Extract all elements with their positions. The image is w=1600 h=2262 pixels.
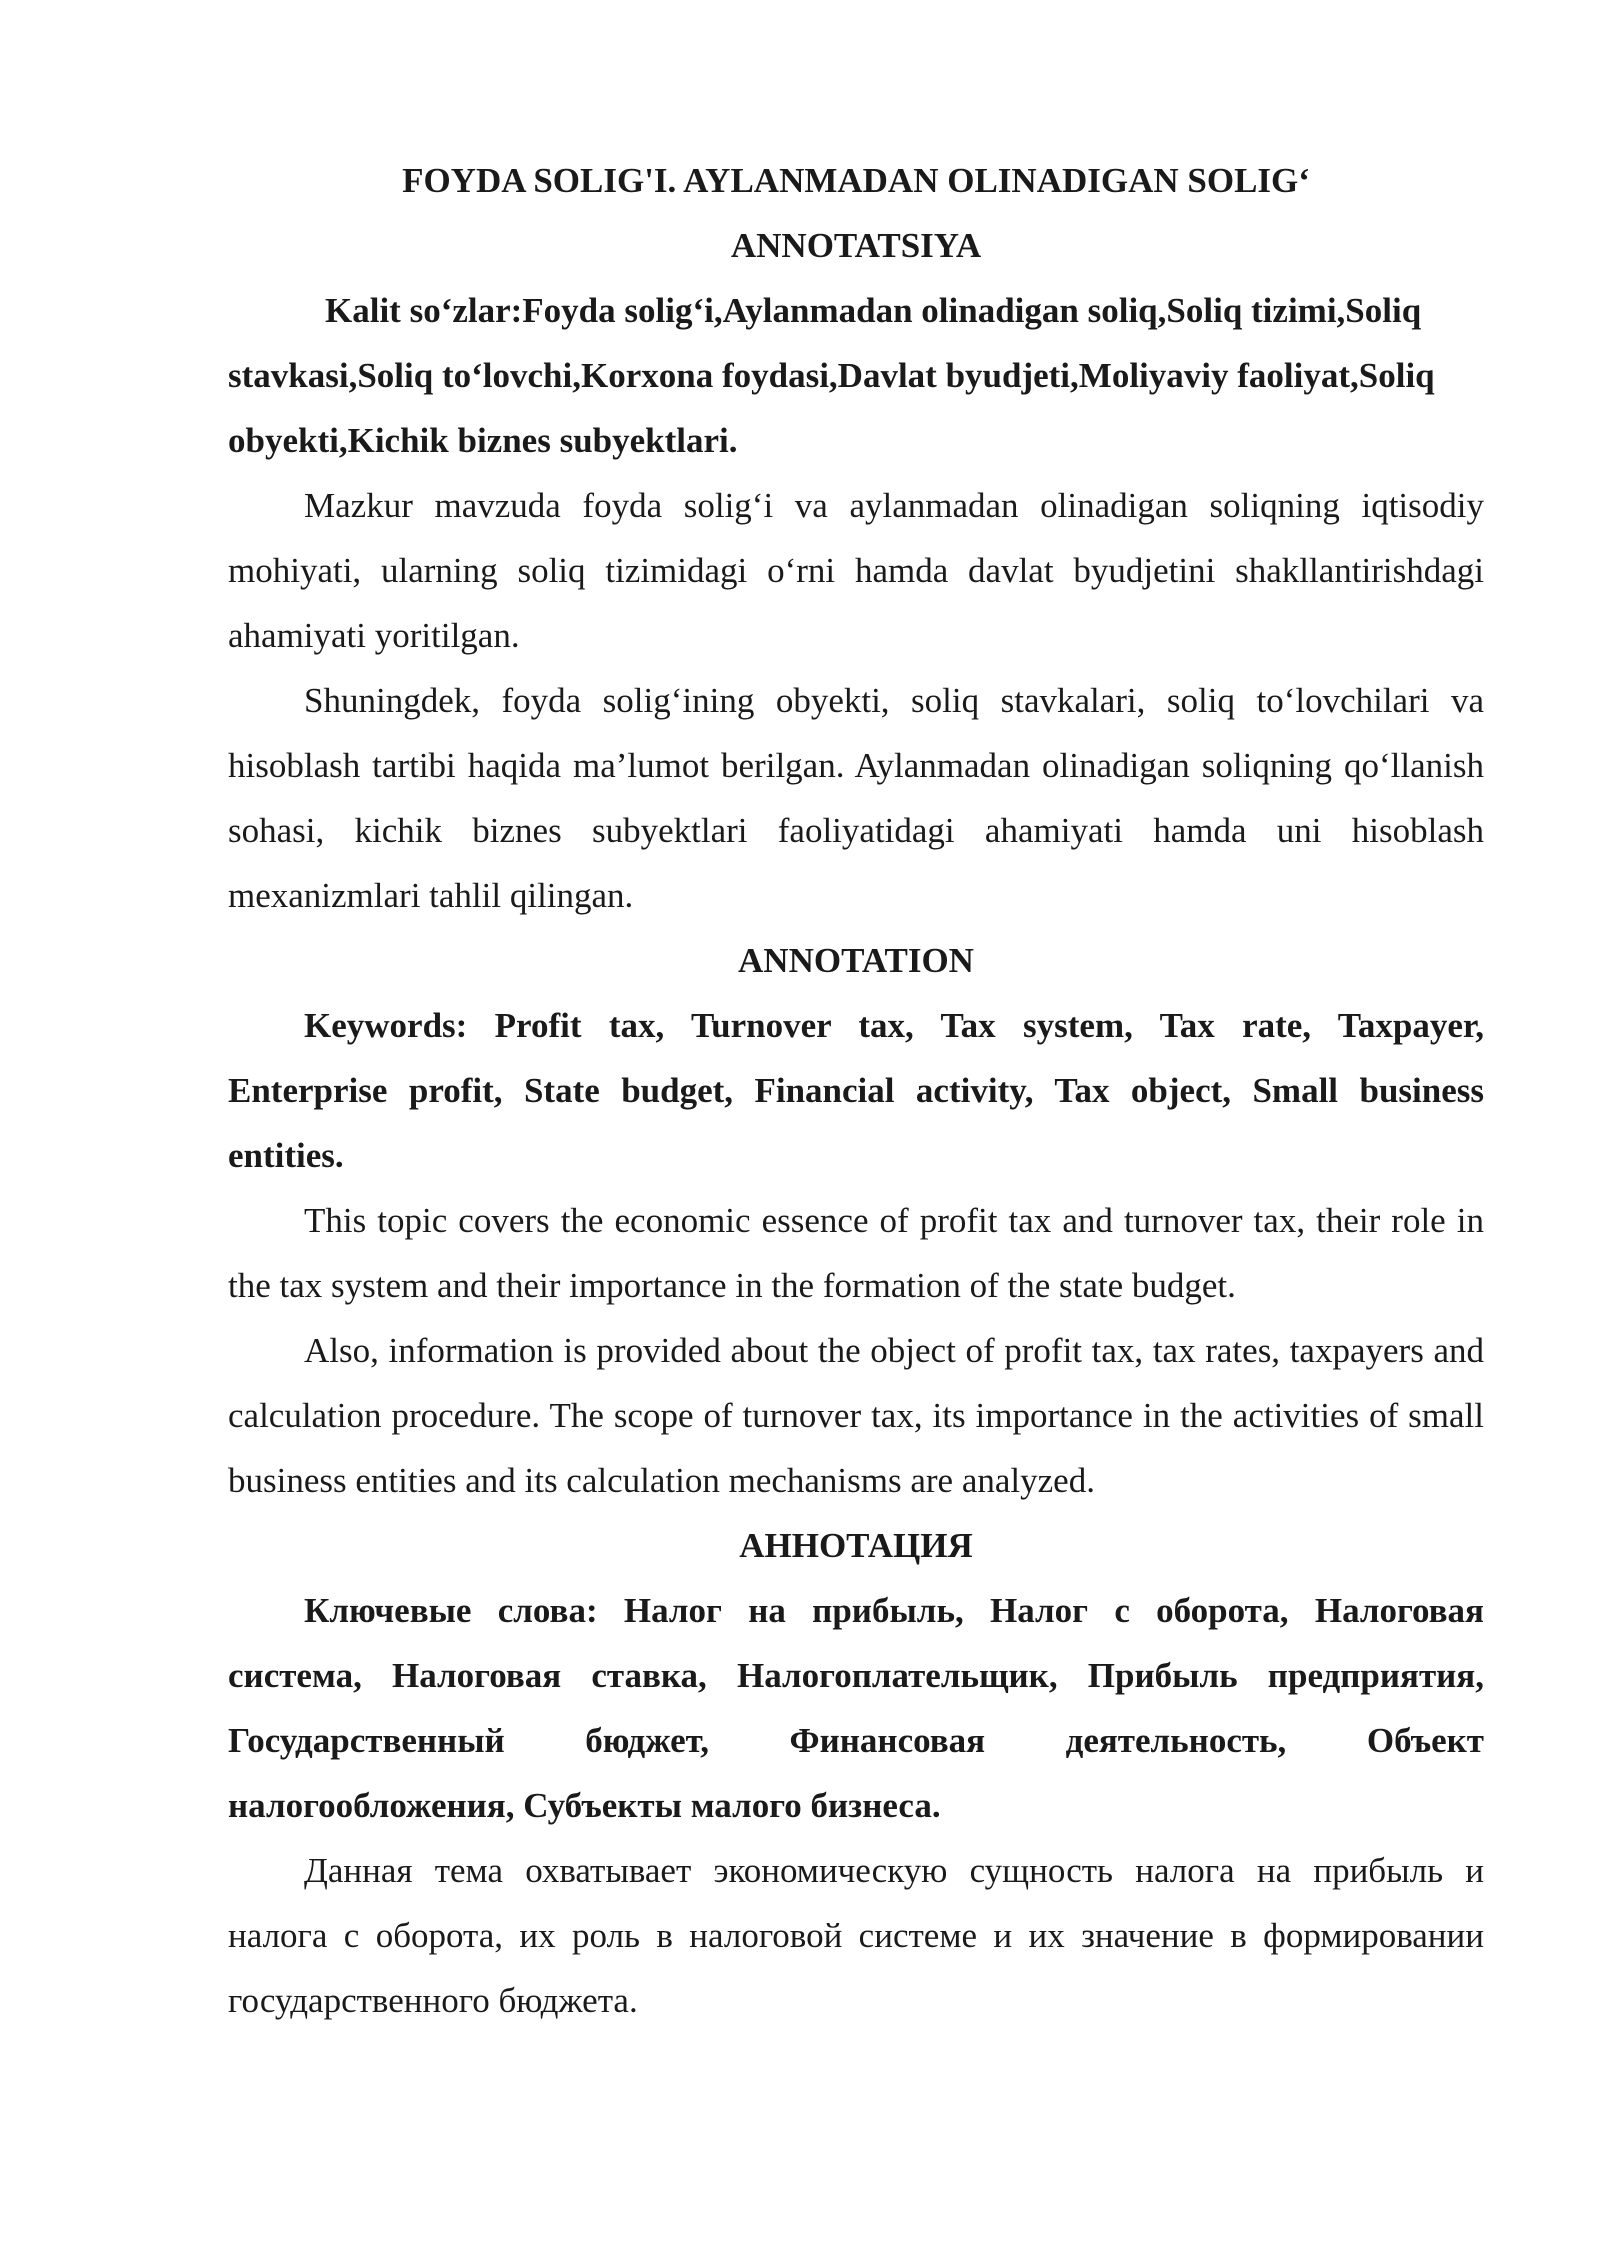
paragraph-uzbek-1: Mazkur mavzuda foyda solig‘i va aylanmadan olinadigan soliqning iqtisodiy mohiyati, ularning soliq tizimidagi o‘rni hamda davlat byudjetini shakllantirishdagi ahamiyati yoritilgan. <box>228 486 1484 655</box>
keywords-english: Keywords: Profit tax, Turnover tax, Tax system, Tax rate, Taxpayer, Enterprise profit, State budget, Financial activity, Tax object, Small business entities. <box>228 1006 1484 1175</box>
paragraph-english-2: Also, information is provided about the object of profit tax, tax rates, taxpayers and calculation procedure. The scope of turnover tax, its importance in the activities of small business entities and its calculation mechanisms are analyzed. <box>228 1331 1484 1500</box>
paragraph-uzbek-2: Shuningdek, foyda solig‘ining obyekti, soliq stavkalari, soliq to‘lovchilari va hisoblash tartibi haqida ma’lumot berilgan. Aylanmadan olinadigan soliqning qo‘llanish sohasi, kichik biznes subyektlari faoliyatidagi ahamiyati hamda uni hisoblash mexanizmlari tahlil qilingan. <box>228 681 1484 915</box>
document-page <box>228 148 1484 2033</box>
keywords-uzbek: Kalit so‘zlar:Foyda solig‘i,Aylanmadan olinadigan soliq,Soliq tizimi,Soliq stavkasi,Soliq to‘lovchi,Korxona foydasi,Davlat byudjeti,Moliyaviy faoliyat,Soliq obyekti,Kichik biznes subyektlari. <box>228 291 1435 460</box>
keywords-russian: Ключевые слова: Налог на прибыль, Налог с оборота, Налоговая система, Налоговая ставка, Налогоплательщик, Прибыль предприятия, Государственный бюджет, Финансовая деятельность, Объект налогообложения, Субъекты малого бизнеса. <box>228 1591 1484 1825</box>
heading-annotatsiya: ANNOTATSIYA <box>730 226 982 265</box>
paragraph-russian-1: Данная тема охватывает экономическую сущность налога на прибыль и налога с оборота, их роль в налоговой системе и их значение в формировании государственного бюджета. <box>228 1851 1484 2020</box>
heading-annotatsiya-russian: АННОТАЦИЯ <box>739 1526 973 1565</box>
document-title: FOYDA SOLIG'I. AYLANMADAN OLINADIGAN SOLIG‘ <box>402 161 1310 200</box>
paragraph-english-1: This topic covers the economic essence of profit tax and turnover tax, their role in the tax system and their importance in the formation of the state budget. <box>228 1201 1484 1305</box>
heading-annotation: ANNOTATION <box>738 941 974 980</box>
